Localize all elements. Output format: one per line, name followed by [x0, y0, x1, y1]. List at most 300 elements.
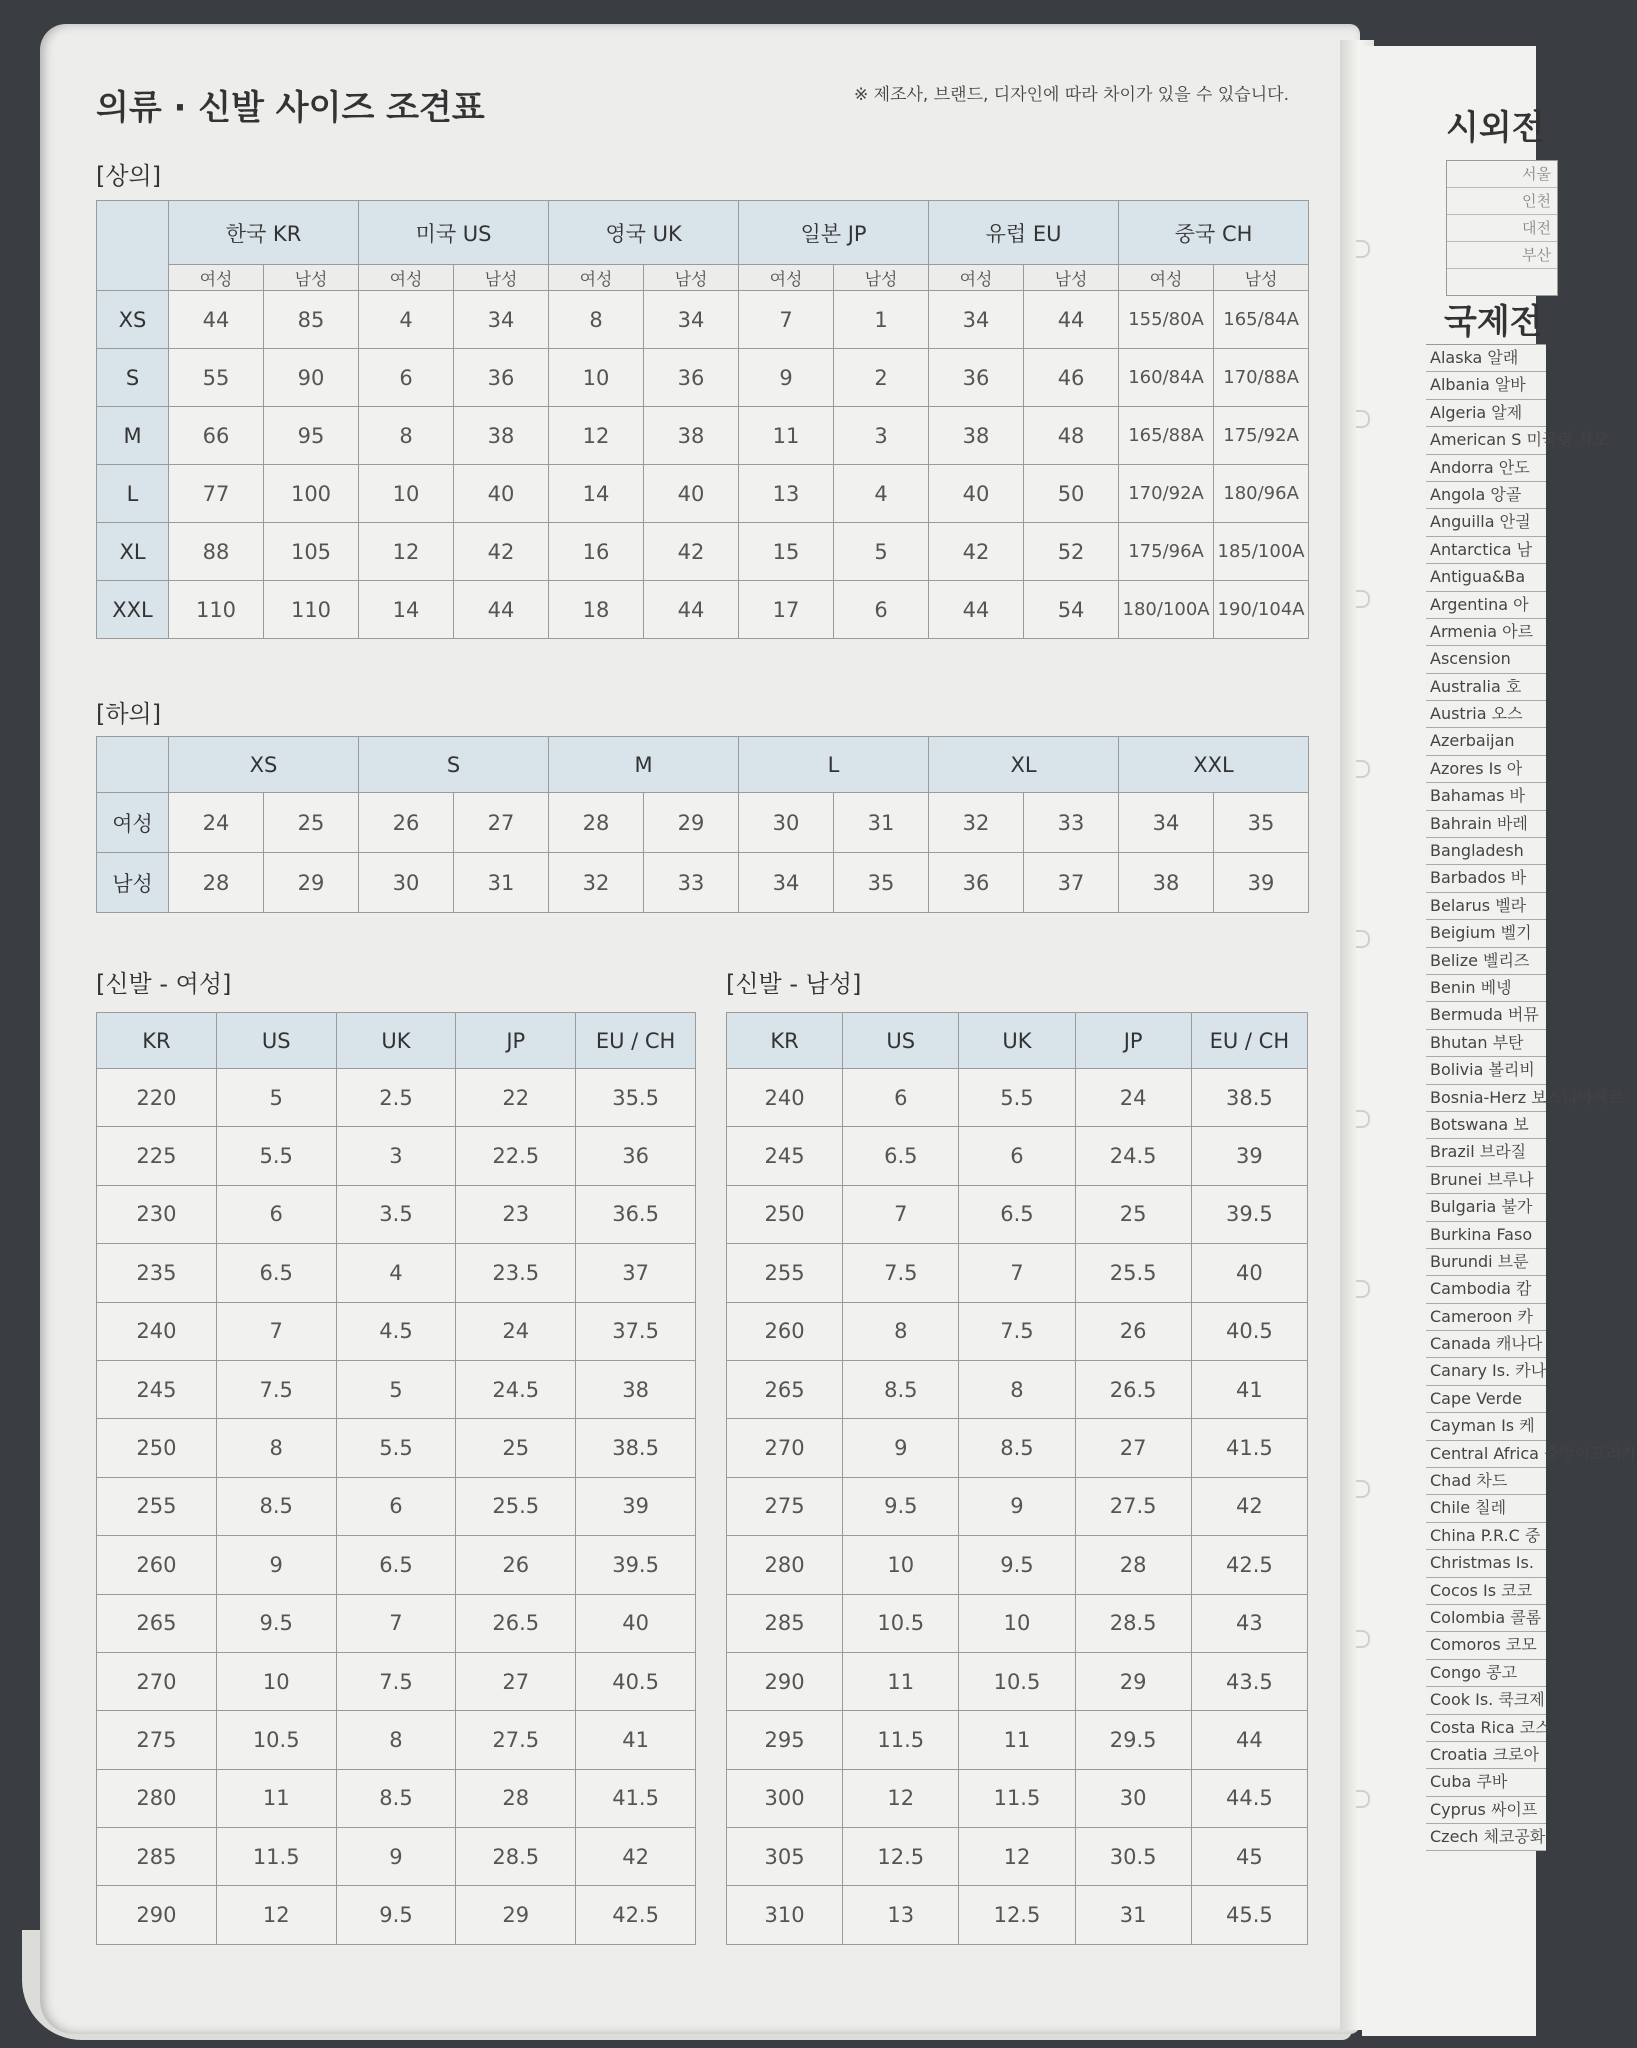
shoe-size-value: 6.5: [959, 1185, 1075, 1243]
column-header: KR: [97, 1013, 217, 1069]
shoe-size-value: 290: [97, 1886, 217, 1944]
shoe-size-value: 8: [959, 1360, 1075, 1418]
table-row: [727, 1886, 1308, 1944]
country-item: Czech 체코공화: [1426, 1824, 1546, 1851]
size-value: 100: [264, 465, 359, 523]
shoe-size-value: 245: [97, 1360, 217, 1418]
size-value: 165/88A: [1119, 407, 1214, 465]
size-value: 15: [739, 523, 834, 581]
shoe-size-value: 12: [959, 1828, 1075, 1886]
shoe-size-value: 27.5: [456, 1711, 576, 1769]
shoe-size-value: 6.5: [843, 1127, 959, 1185]
country-item: Cambodia 캄: [1426, 1276, 1546, 1303]
size-value: 52: [1024, 523, 1119, 581]
shoe-size-value: 7.5: [843, 1244, 959, 1302]
country-item: Chile 칠레: [1426, 1495, 1546, 1522]
size-value: 18: [549, 581, 644, 639]
country-item: Cuba 쿠바: [1426, 1769, 1546, 1796]
country-item: Bermuda 버뮤: [1426, 1002, 1546, 1029]
waist-value: 32: [929, 793, 1024, 853]
waist-value: 30: [359, 853, 454, 913]
shoe-size-value: 5: [336, 1360, 456, 1418]
column-header: EU / CH: [576, 1013, 696, 1069]
size-value: 10: [549, 349, 644, 407]
table-row: [727, 1652, 1308, 1710]
region-header: 영국 UK: [549, 201, 739, 265]
shoe-size-value: 28: [456, 1769, 576, 1827]
shoe-size-value: 42.5: [1191, 1536, 1307, 1594]
shoe-size-value: 9: [336, 1828, 456, 1886]
country-item: Central Africa 중앙아프리카: [1426, 1441, 1546, 1468]
shoe-size-value: 23.5: [456, 1244, 576, 1302]
shoe-size-value: 285: [727, 1594, 843, 1652]
shoe-size-value: 260: [727, 1302, 843, 1360]
shoe-size-value: 6: [216, 1185, 336, 1243]
size-label: XS: [97, 291, 169, 349]
size-value: 42: [454, 523, 549, 581]
country-item: Congo 콩고: [1426, 1660, 1546, 1687]
shoe-size-value: 4.5: [336, 1302, 456, 1360]
gender-label: 여성: [97, 793, 169, 853]
waist-value: 28: [549, 793, 644, 853]
size-value: 36: [644, 349, 739, 407]
table-row: [97, 1769, 696, 1827]
shoe-size-value: 37: [576, 1244, 696, 1302]
size-value: 34: [644, 291, 739, 349]
size-value: 85: [264, 291, 359, 349]
shoe-size-value: 290: [727, 1652, 843, 1710]
page-title: 의류 · 신발 사이즈 조견표: [96, 88, 485, 128]
size-value: 40: [644, 465, 739, 523]
shoe-size-value: 235: [97, 1244, 217, 1302]
shoe-size-value: 24: [1075, 1069, 1191, 1127]
waist-value: 31: [454, 853, 549, 913]
waist-value: 29: [644, 793, 739, 853]
shoe-size-value: 7: [843, 1185, 959, 1243]
country-item: Brazil 브라질: [1426, 1139, 1546, 1166]
city-label: 대전: [1447, 215, 1557, 242]
column-header: US: [843, 1013, 959, 1069]
table-row: [97, 1360, 696, 1418]
shoe-size-value: 12: [843, 1769, 959, 1827]
country-item: Burundi 브룬: [1426, 1249, 1546, 1276]
country-item: Bosnia-Herz 보스니아헤르: [1426, 1085, 1546, 1112]
gender-subheader: 여성: [1119, 265, 1214, 291]
shoe-size-value: 26: [456, 1536, 576, 1594]
region-header: 한국 KR: [169, 201, 359, 265]
shoe-size-value: 27: [456, 1652, 576, 1710]
country-item: Anguilla 안긜: [1426, 509, 1546, 536]
shoe-size-value: 7.5: [216, 1360, 336, 1418]
size-header: S: [359, 737, 549, 793]
size-value: 66: [169, 407, 264, 465]
shoe-size-value: 12: [216, 1886, 336, 1944]
table-row: [97, 1594, 696, 1652]
size-value: 11: [739, 407, 834, 465]
waist-value: 35: [834, 853, 929, 913]
country-item: Beigium 벨기: [1426, 920, 1546, 947]
country-item: Algeria 알제: [1426, 400, 1546, 427]
country-item: Argentina 아: [1426, 592, 1546, 619]
shoe-size-value: 275: [97, 1711, 217, 1769]
size-value: 44: [1024, 291, 1119, 349]
shoe-size-value: 22.5: [456, 1127, 576, 1185]
size-value: 105: [264, 523, 359, 581]
domestic-call-table: [1446, 160, 1558, 296]
country-item: Bahrain 바레: [1426, 811, 1546, 838]
shoe-size-value: 9: [959, 1477, 1075, 1535]
waist-value: 25: [264, 793, 359, 853]
country-item: Brunei 브루나: [1426, 1167, 1546, 1194]
shoe-size-value: 7.5: [336, 1652, 456, 1710]
stitch-mark: [1356, 930, 1370, 948]
column-header: EU / CH: [1191, 1013, 1307, 1069]
shoe-size-value: 245: [727, 1127, 843, 1185]
shoe-size-value: 11: [959, 1711, 1075, 1769]
country-item: Angola 앙골: [1426, 482, 1546, 509]
shoe-size-value: 6.5: [336, 1536, 456, 1594]
shoe-size-value: 7: [959, 1244, 1075, 1302]
shoe-size-value: 230: [97, 1185, 217, 1243]
waist-value: 33: [1024, 793, 1119, 853]
region-header: 중국 CH: [1119, 201, 1309, 265]
table-row: [97, 1419, 696, 1477]
gender-subheader: 남성: [834, 265, 929, 291]
shoes-women-table: [96, 1012, 696, 1945]
shoe-size-value: 295: [727, 1711, 843, 1769]
city-label: 부산: [1447, 242, 1557, 269]
size-value: 185/100A: [1214, 523, 1309, 581]
table-row: [97, 1244, 696, 1302]
shoe-size-value: 38: [576, 1360, 696, 1418]
size-value: 77: [169, 465, 264, 523]
size-value: 13: [739, 465, 834, 523]
shoe-size-value: 8: [336, 1711, 456, 1769]
size-value: 170/88A: [1214, 349, 1309, 407]
shoe-size-value: 9.5: [336, 1886, 456, 1944]
shoe-size-value: 9: [216, 1536, 336, 1594]
country-item: Bolivia 볼리비: [1426, 1057, 1546, 1084]
country-item: Albania 알바: [1426, 372, 1546, 399]
size-value: 38: [929, 407, 1024, 465]
country-item: Azerbaijan: [1426, 728, 1546, 755]
table-row: [727, 1185, 1308, 1243]
gender-subheader: 여성: [549, 265, 644, 291]
shoe-size-value: 280: [97, 1769, 217, 1827]
size-value: 34: [454, 291, 549, 349]
shoe-size-value: 265: [97, 1594, 217, 1652]
size-value: 3: [834, 407, 929, 465]
stitch-mark: [1356, 1630, 1370, 1648]
table-row: [97, 1069, 696, 1127]
table-row: [727, 1769, 1308, 1827]
size-value: 8: [549, 291, 644, 349]
shoe-size-value: 10.5: [843, 1594, 959, 1652]
shoe-size-value: 11.5: [216, 1828, 336, 1886]
shoe-size-value: 41.5: [1191, 1419, 1307, 1477]
city-label: 서울: [1447, 161, 1557, 188]
country-item: Austria 오스: [1426, 701, 1546, 728]
shoe-size-value: 305: [727, 1828, 843, 1886]
country-list: [1426, 344, 1637, 1851]
stitch-mark: [1356, 590, 1370, 608]
size-value: 38: [454, 407, 549, 465]
shoe-size-value: 41.5: [576, 1769, 696, 1827]
shoe-size-value: 265: [727, 1360, 843, 1418]
size-value: 6: [359, 349, 454, 407]
size-header: XL: [929, 737, 1119, 793]
shoe-size-value: 42: [1191, 1477, 1307, 1535]
shoe-size-value: 9.5: [843, 1477, 959, 1535]
waist-value: 39: [1214, 853, 1309, 913]
size-value: 12: [549, 407, 644, 465]
table-row: [97, 1652, 696, 1710]
size-value: 155/80A: [1119, 291, 1214, 349]
size-value: 1: [834, 291, 929, 349]
size-value: 36: [929, 349, 1024, 407]
table-row: [97, 1536, 696, 1594]
shoe-size-value: 26: [1075, 1302, 1191, 1360]
country-item: Belarus 벨라: [1426, 893, 1546, 920]
shoe-size-value: 44: [1191, 1711, 1307, 1769]
shoe-size-value: 30.5: [1075, 1828, 1191, 1886]
gender-subheader: 남성: [454, 265, 549, 291]
table-row: [97, 1886, 696, 1944]
shoe-size-value: 9: [843, 1419, 959, 1477]
country-item: China P.R.C 중: [1426, 1523, 1546, 1550]
shoe-size-value: 7: [216, 1302, 336, 1360]
size-label: S: [97, 349, 169, 407]
gender-subheader: 여성: [359, 265, 454, 291]
shoe-size-value: 11: [843, 1652, 959, 1710]
waist-value: 38: [1119, 853, 1214, 913]
bottoms-size-table: [96, 736, 1309, 913]
size-value: 180/96A: [1214, 465, 1309, 523]
shoe-size-value: 8.5: [959, 1419, 1075, 1477]
country-item: Azores Is 아: [1426, 756, 1546, 783]
table-row: [97, 407, 1309, 465]
waist-value: 31: [834, 793, 929, 853]
shoe-size-value: 255: [727, 1244, 843, 1302]
shoe-size-value: 6: [336, 1477, 456, 1535]
column-header: KR: [727, 1013, 843, 1069]
shoe-size-value: 40.5: [576, 1652, 696, 1710]
stitch-mark: [1356, 240, 1370, 258]
size-value: 175/96A: [1119, 523, 1214, 581]
region-header: 미국 US: [359, 201, 549, 265]
shoe-size-value: 10.5: [959, 1652, 1075, 1710]
country-item: Croatia 크로아: [1426, 1742, 1546, 1769]
size-label: L: [97, 465, 169, 523]
size-value: 14: [549, 465, 644, 523]
shoe-size-value: 250: [97, 1419, 217, 1477]
shoe-size-value: 7.5: [959, 1302, 1075, 1360]
shoe-size-value: 39.5: [576, 1536, 696, 1594]
shoe-size-value: 24.5: [1075, 1127, 1191, 1185]
table-row: [727, 1594, 1308, 1652]
shoe-size-value: 35.5: [576, 1069, 696, 1127]
shoe-size-value: 10: [216, 1652, 336, 1710]
size-value: 110: [169, 581, 264, 639]
gender-subheader: 남성: [1024, 265, 1119, 291]
size-value: 180/100A: [1119, 581, 1214, 639]
stitch-mark: [1356, 410, 1370, 428]
country-item: Cameroon 카: [1426, 1304, 1546, 1331]
shoes-women-section-label: [신발 - 여성]: [96, 970, 232, 998]
shoe-size-value: 42.5: [576, 1886, 696, 1944]
right-page-title: 시외전: [1446, 108, 1545, 148]
shoe-size-value: 10: [959, 1594, 1075, 1652]
shoe-size-value: 40.5: [1191, 1302, 1307, 1360]
table-row: [97, 853, 1309, 913]
shoe-size-value: 6: [959, 1127, 1075, 1185]
shoe-size-value: 44.5: [1191, 1769, 1307, 1827]
table-row: [727, 1477, 1308, 1535]
shoe-size-value: 40: [1191, 1244, 1307, 1302]
country-item: Christmas Is.: [1426, 1550, 1546, 1577]
shoe-size-value: 36: [576, 1127, 696, 1185]
shoe-size-value: 25: [456, 1419, 576, 1477]
size-value: 9: [739, 349, 834, 407]
size-value: 190/104A: [1214, 581, 1309, 639]
country-item: Canada 캐나다: [1426, 1331, 1546, 1358]
size-value: 55: [169, 349, 264, 407]
size-value: 38: [644, 407, 739, 465]
shoe-size-value: 28.5: [1075, 1594, 1191, 1652]
size-value: 44: [929, 581, 1024, 639]
shoes-men-section-label: [신발 - 남성]: [726, 970, 862, 998]
size-value: 48: [1024, 407, 1119, 465]
gender-subheader: 여성: [929, 265, 1024, 291]
size-value: 42: [644, 523, 739, 581]
shoe-size-value: 8.5: [336, 1769, 456, 1827]
country-item: Colombia 콜롬: [1426, 1605, 1546, 1632]
table-row: [97, 349, 1309, 407]
international-call-title: 국제전: [1444, 302, 1543, 342]
shoe-size-value: 38.5: [576, 1419, 696, 1477]
bottoms-corner-cell: [97, 737, 169, 793]
table-row: [727, 1302, 1308, 1360]
country-item: Australia 호: [1426, 674, 1546, 701]
size-value: 10: [359, 465, 454, 523]
shoe-size-value: 10.5: [216, 1711, 336, 1769]
disclaimer-note: ※ 제조사, 브랜드, 디자인에 따라 차이가 있을 수 있습니다.: [854, 85, 1289, 105]
stitch-mark: [1356, 1480, 1370, 1498]
size-value: 44: [644, 581, 739, 639]
table-row: [727, 1127, 1308, 1185]
country-item: Antarctica 남: [1426, 537, 1546, 564]
shoe-size-value: 39: [1191, 1127, 1307, 1185]
waist-value: 35: [1214, 793, 1309, 853]
shoe-size-value: 24.5: [456, 1360, 576, 1418]
waist-value: 34: [1119, 793, 1214, 853]
shoe-size-value: 27: [1075, 1419, 1191, 1477]
table-row: [97, 1711, 696, 1769]
table-row: [97, 1477, 696, 1535]
shoe-size-value: 29: [456, 1886, 576, 1944]
shoe-size-value: 285: [97, 1828, 217, 1886]
shoe-size-value: 240: [97, 1302, 217, 1360]
shoe-size-value: 11.5: [959, 1769, 1075, 1827]
size-label: M: [97, 407, 169, 465]
size-value: 110: [264, 581, 359, 639]
shoe-size-value: 41: [1191, 1360, 1307, 1418]
waist-value: 33: [644, 853, 739, 913]
column-header: UK: [959, 1013, 1075, 1069]
stitch-mark: [1356, 1790, 1370, 1808]
size-value: 2: [834, 349, 929, 407]
size-value: 160/84A: [1119, 349, 1214, 407]
country-item: Benin 베넹: [1426, 975, 1546, 1002]
country-item: American S 미국령 사모: [1426, 427, 1546, 454]
shoe-size-value: 25.5: [1075, 1244, 1191, 1302]
table-row: [97, 291, 1309, 349]
shoe-size-value: 45: [1191, 1828, 1307, 1886]
table-row: [97, 523, 1309, 581]
shoe-size-value: 25.5: [456, 1477, 576, 1535]
shoe-size-value: 300: [727, 1769, 843, 1827]
size-label: XXL: [97, 581, 169, 639]
gender-subheader: 남성: [644, 265, 739, 291]
waist-value: 26: [359, 793, 454, 853]
shoe-size-value: 26.5: [456, 1594, 576, 1652]
tops-section-label: [상의]: [96, 162, 162, 190]
shoe-size-value: 8: [216, 1419, 336, 1477]
shoe-size-value: 13: [843, 1886, 959, 1944]
shoe-size-value: 38.5: [1191, 1069, 1307, 1127]
gender-subheader: 남성: [264, 265, 359, 291]
shoe-size-value: 39: [576, 1477, 696, 1535]
size-value: 8: [359, 407, 454, 465]
column-header: US: [216, 1013, 336, 1069]
shoe-size-value: 5.5: [959, 1069, 1075, 1127]
size-value: 7: [739, 291, 834, 349]
country-item: Barbados 바: [1426, 865, 1546, 892]
shoe-size-value: 39.5: [1191, 1185, 1307, 1243]
size-value: 50: [1024, 465, 1119, 523]
waist-value: 37: [1024, 853, 1119, 913]
shoe-size-value: 250: [727, 1185, 843, 1243]
shoe-size-value: 45.5: [1191, 1886, 1307, 1944]
shoe-size-value: 43.5: [1191, 1652, 1307, 1710]
size-value: 36: [454, 349, 549, 407]
table-row: [727, 1828, 1308, 1886]
country-item: Botswana 보: [1426, 1112, 1546, 1139]
size-value: 5: [834, 523, 929, 581]
stitch-mark: [1356, 1280, 1370, 1298]
table-row: [727, 1419, 1308, 1477]
gender-subheader: 여성: [739, 265, 834, 291]
region-header: 일본 JP: [739, 201, 929, 265]
shoe-size-value: 310: [727, 1886, 843, 1944]
size-header: XS: [169, 737, 359, 793]
gender-subheader: 여성: [169, 265, 264, 291]
shoe-size-value: 5.5: [336, 1419, 456, 1477]
shoe-size-value: 28: [1075, 1536, 1191, 1594]
size-value: 34: [929, 291, 1024, 349]
shoe-size-value: 12.5: [959, 1886, 1075, 1944]
stitch-mark: [1356, 760, 1370, 778]
country-item: Comoros 코모: [1426, 1632, 1546, 1659]
country-item: Canary Is. 카나: [1426, 1358, 1546, 1385]
size-value: 6: [834, 581, 929, 639]
country-item: Alaska 알래: [1426, 345, 1546, 372]
size-value: 16: [549, 523, 644, 581]
shoe-size-value: 3: [336, 1127, 456, 1185]
bottoms-section-label: [하의]: [96, 700, 162, 728]
shoe-size-value: 6: [843, 1069, 959, 1127]
shoe-size-value: 9.5: [216, 1594, 336, 1652]
